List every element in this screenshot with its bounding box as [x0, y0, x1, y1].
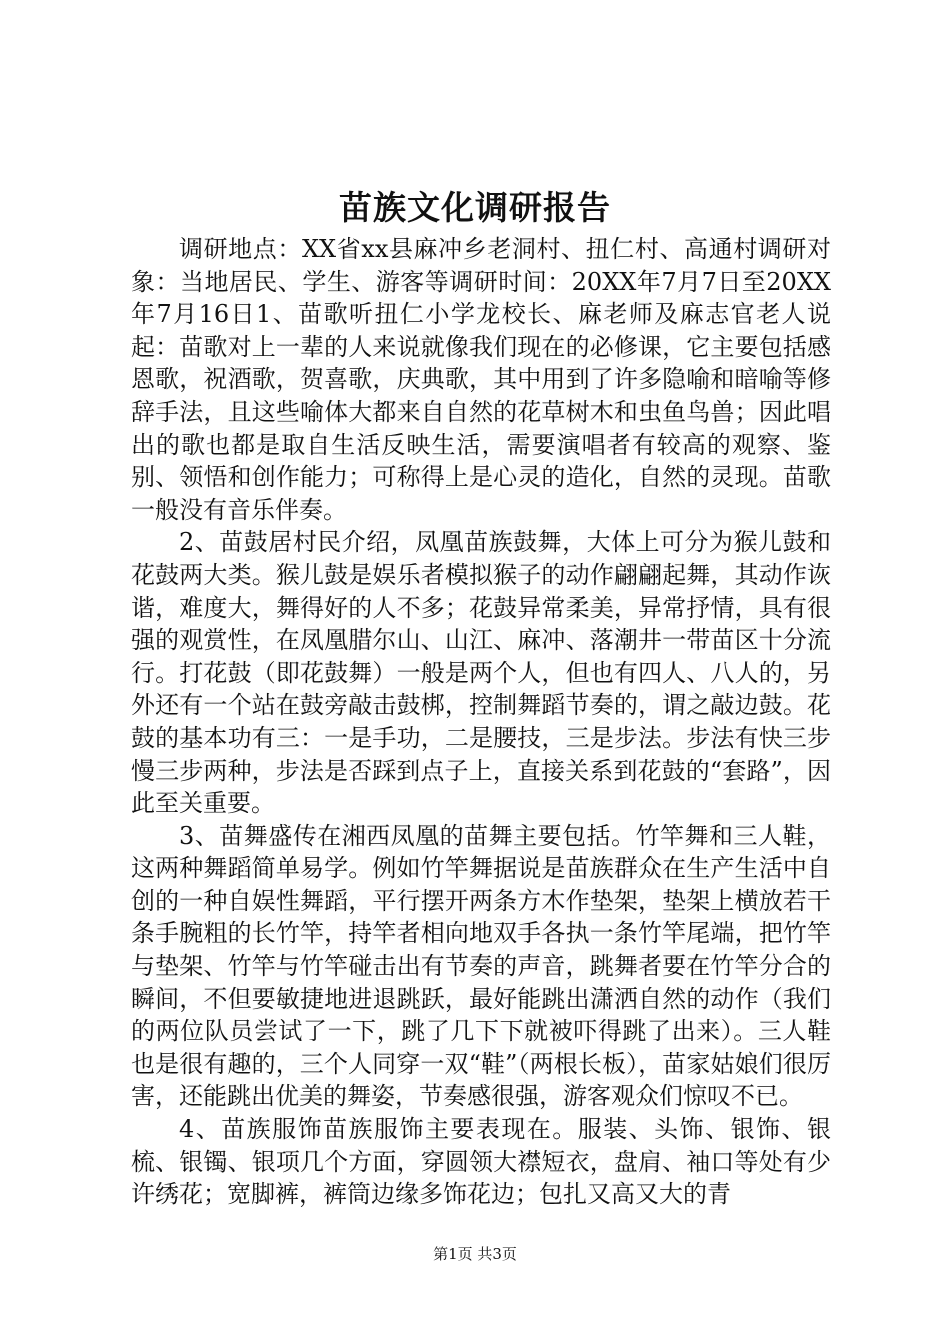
paragraph-1: 调研地点：XX省xx县麻冲乡老洞村、扭仁村、高通村调研对象：当地居民、学生、游客等调研时间：20XX年7月7日至20XX年7月16日1、苗歌听扭仁小学龙校长、麻老师及麻志官老人说起：苗歌对上一辈的人来说就像我们现在的必修课，它主要包括感恩歌，祝酒歌，贺喜歌，庆典歌，其中用到了许多隐喻和暗喻等修辞手法，且这些喻体大都来自自然的花草树木和虫鱼鸟兽；因此唱出的歌也都是取自生活反映生活，需要演唱者有较高的观察、鉴别、领悟和创作能力；可称得上是心灵的造化，自然的灵现。苗歌一般没有音乐伴奏。: [131, 235, 831, 524]
document-body: [131, 233, 831, 1211]
paragraph-3: 3、苗舞盛传在湘西凤凰的苗舞主要包括。竹竿舞和三人鞋，这两种舞蹈简单易学。例如竹竿舞据说是苗族群众在生产生活中自创的一种自娱性舞蹈，平行摆开两条方木作垫架，垫架上横放若干条手腕粗的长竹竿，持竿者相向地双手各执一条竹竿尾端，把竹竿与垫架、竹竿与竹竿碰击出有节奏的声音，跳舞者要在竹竿分合的瞬间，不但要敏捷地进退跳跃，最好能跳出潇洒自然的动作（我们的两位队员尝试了一下，跳了几下下就被吓得跳了出来）。三人鞋也是很有趣的，三个人同穿一双“鞋”（两根长板），苗家姑娘们很厉害，还能跳出优美的舞姿，节奏感很强，游客观众们惊叹不已。: [131, 821, 831, 1111]
document-title: 苗族文化调研报告: [339, 188, 611, 227]
page-number-footer: 第1页 共3页: [433, 1245, 517, 1263]
paragraph-2: 2、苗鼓居村民介绍，凤凰苗族鼓舞，大体上可分为猴儿鼓和花鼓两大类。猴儿鼓是娱乐者模拟猴子的动作翩翩起舞，其动作诙谐，难度大，舞得好的人不多；花鼓异常柔美，异常抒情，具有很强的观赏性，在凤凰腊尔山、山江、麻冲、落潮井一带苗区十分流行。打花鼓（即花鼓舞）一般是两个人，但也有四人、八人的，另外还有一个站在鼓旁敲击鼓梆，控制舞蹈节奏的，谓之敲边鼓。花鼓的基本功有三：一是手功，二是腰技，三是步法。步法有快三步慢三步两种，步法是否踩到点子上，直接关系到花鼓的“套路”，因此至关重要。: [131, 528, 831, 818]
paragraph-4: 4、苗族服饰苗族服饰主要表现在。服装、头饰、银饰、银梳、银镯、银项几个方面，穿圆领大襟短衣，盘肩、袖口等处有少许绣花；宽脚裤，裤筒边缘多饰花边；包扎又高又大的青: [131, 1115, 831, 1209]
